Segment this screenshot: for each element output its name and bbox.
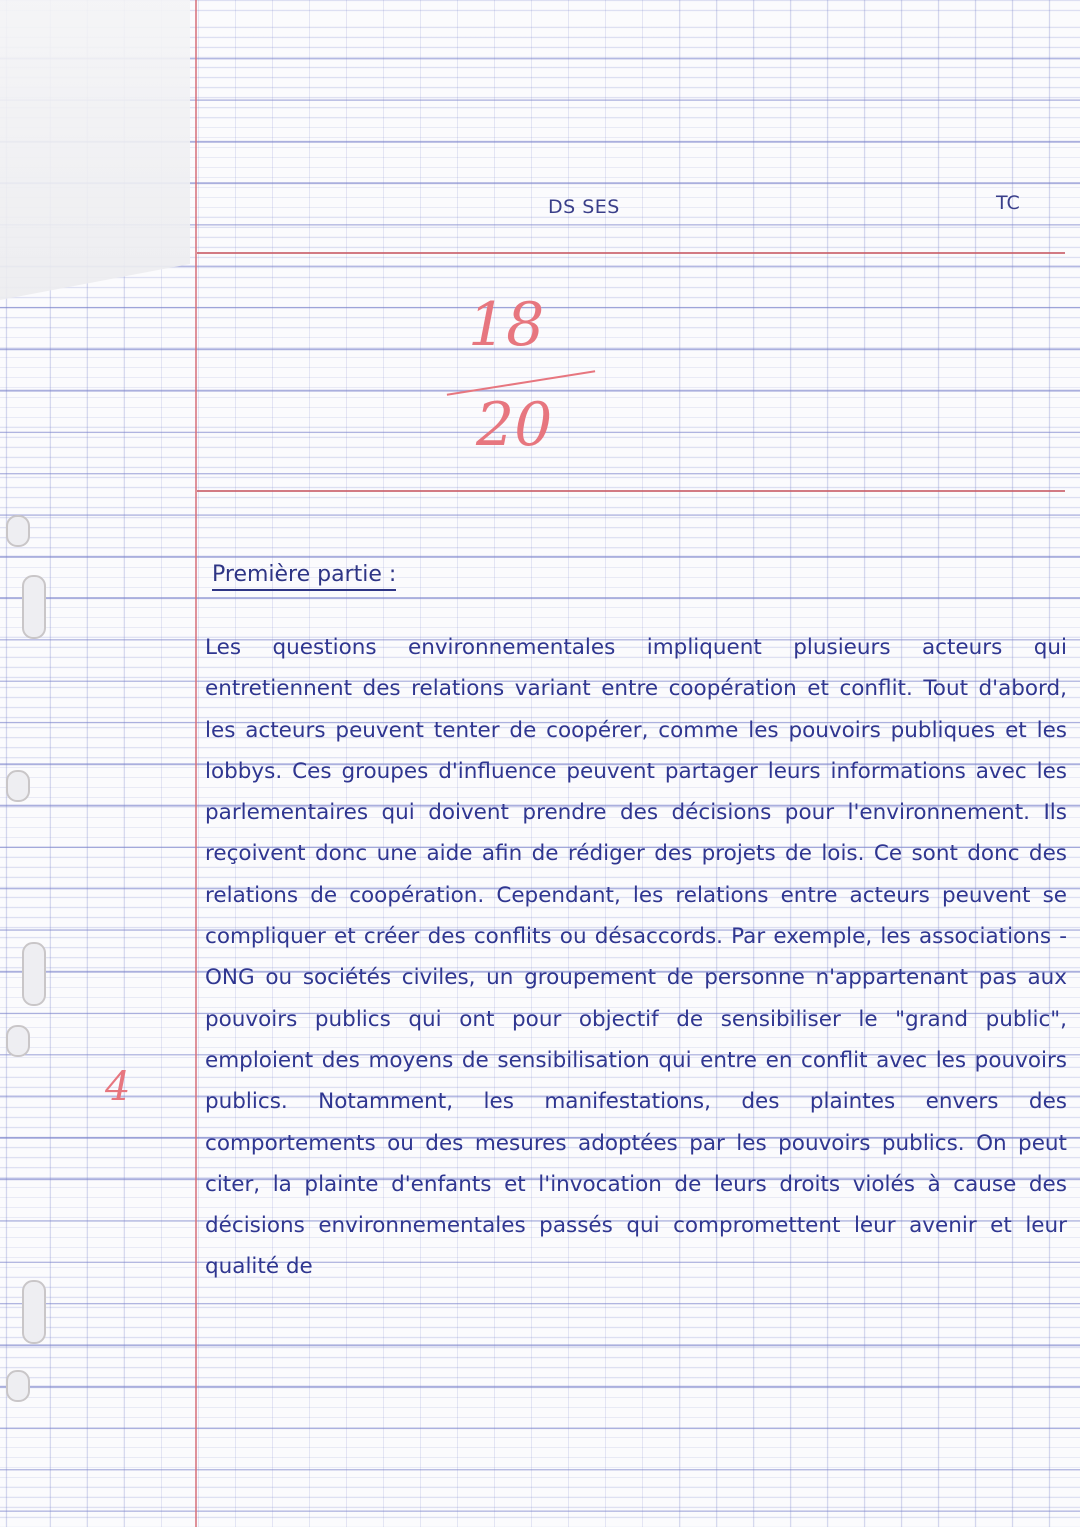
section-title: Première partie : [212, 562, 396, 591]
margin-correction-mark: 4 [105, 1064, 131, 1110]
margin-line [195, 0, 197, 1527]
grade-rule [197, 490, 1065, 492]
header-rule [197, 252, 1065, 254]
essay-paragraph: Les questions environnementales impliquent plusieurs acteurs qui entretiennent des relations variant entre coopération et conflit. Tout d'abord, les acteurs peuvent tenter de coopérer, comme les pouvoirs publiques et les lobbys. Ces groupes d'influence peuvent partager leurs informations avec les parlementaires qui doivent prendre des décisions pour l'environnement. Ils reçoivent donc une aide afin de rédiger des projets de lois. Ce sont donc des relations de coopération. Cependant, les relations entre acteurs peuvent se compliquer et créer des conflits ou désaccords. Par exemple, les associations - ONG ou sociétés civiles, un groupement de personne n'appartenant pas aux pouvoirs publics qui ont pour objectif de sensibiliser le "grand public", emploient des moyens de sensibilisation qui entre en conflit avec les pouvoirs publics. Notamment, les manifestations, des plaintes envers des comportements ou des mesures adoptées par les pouvoirs publics. On peut citer, la plainte d'enfants et l'invocation de leurs droits violés à cause des décisions environnementales passés qui compromettent leur avenir et leur qualité de [205, 635, 1067, 1280]
document-title: DS SES [548, 196, 620, 218]
grade-mark [440, 290, 610, 480]
binder-hole [6, 1025, 30, 1057]
binder-hole [6, 770, 30, 802]
class-label: TC [996, 192, 1020, 214]
binder-hole [6, 1370, 30, 1402]
binder-hole [6, 515, 30, 547]
torn-paper-corner [0, 0, 190, 300]
binder-hole [22, 942, 46, 1006]
grade-score: 18 [468, 290, 545, 360]
grade-total: 20 [476, 390, 553, 460]
binder-hole [22, 575, 46, 639]
binder-hole [22, 1280, 46, 1344]
